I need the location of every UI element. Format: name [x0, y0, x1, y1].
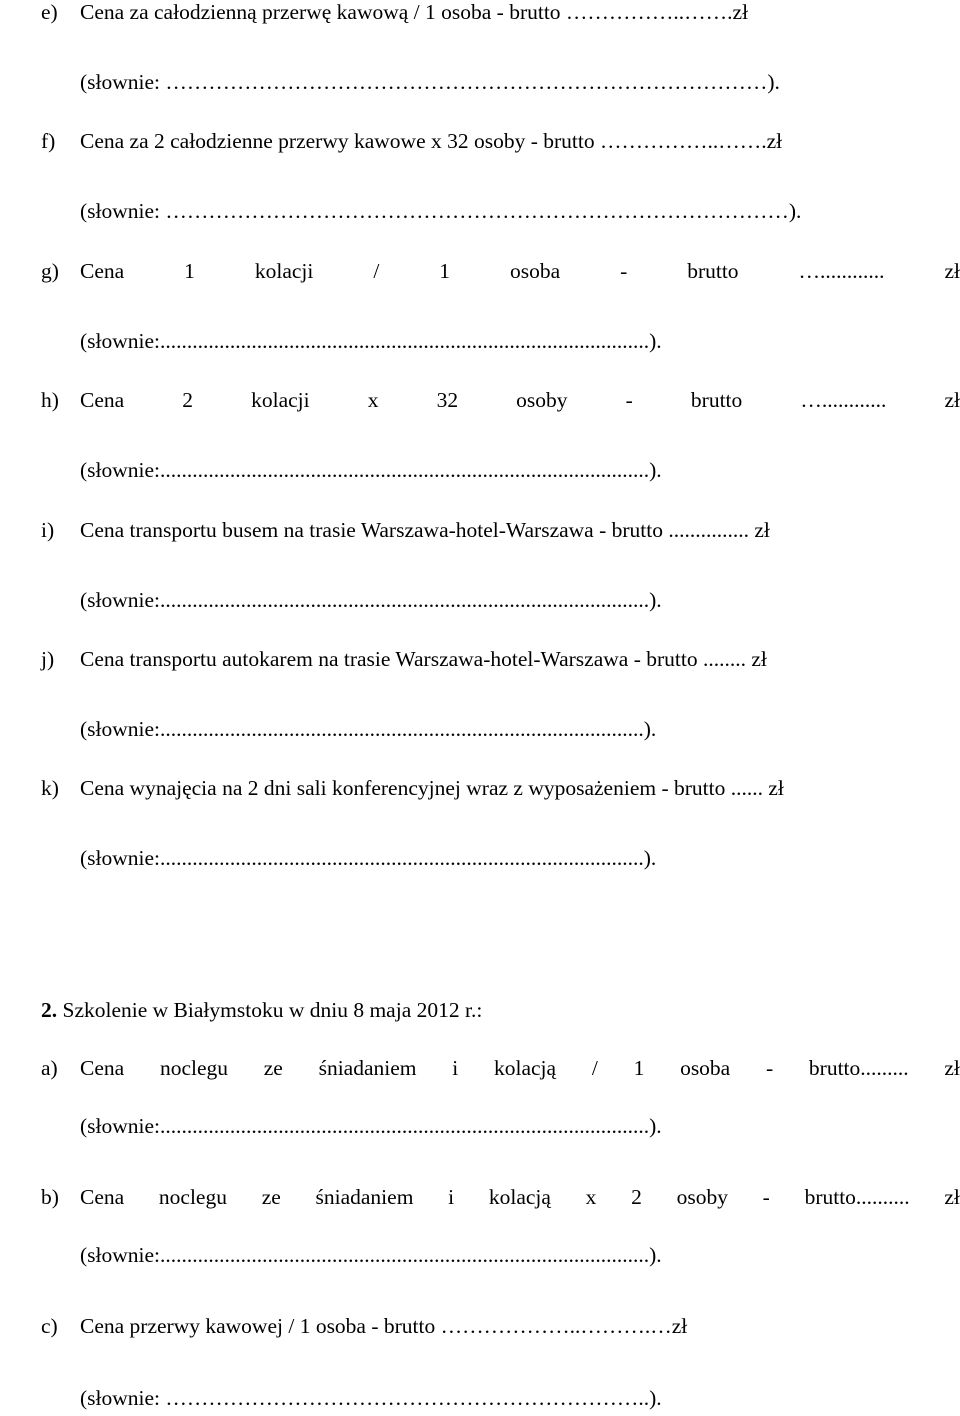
price-item: [0, 123, 960, 159]
slownie-row: [0, 64, 960, 100]
item-word: kolacji: [251, 388, 310, 413]
item-word: -: [625, 388, 633, 413]
item-label: b): [41, 1185, 59, 1210]
price-item: [0, 770, 960, 806]
item-description: Cena za całodzienną przerwę kawową / 1 osoba - brutto ……………..…….zł: [80, 0, 749, 24]
item-description: Cena transportu autokarem na trasie Warszawa-hotel-Warszawa - brutto ........ zł: [80, 647, 767, 671]
item-word: noclegu: [159, 1056, 228, 1080]
item-word: Cena: [80, 1056, 125, 1080]
item-word: -: [762, 1185, 770, 1210]
item-description: [80, 253, 960, 289]
item-word: Cena: [80, 388, 125, 413]
item-word: x: [367, 388, 379, 413]
item-word: brutto.........: [808, 1056, 909, 1080]
slownie-row: [0, 323, 960, 359]
slownie-field[interactable]: (słownie:..........................................................................................).: [80, 717, 657, 741]
slownie-field[interactable]: (słownie:...........................................................................................).: [80, 458, 662, 483]
slownie-field[interactable]: (słownie: …………………………………………………………..).: [80, 1386, 662, 1411]
item-label: g): [41, 258, 59, 283]
item-word: 2: [182, 388, 194, 413]
item-word: zł: [944, 1056, 960, 1080]
item-description: Cena za 2 całodzienne przerwy kawowe x 32 osoby - brutto ……………..…….zł: [80, 129, 783, 154]
item-word: 1: [633, 1056, 645, 1080]
price-item: [0, 512, 960, 548]
slownie-row: [0, 1237, 960, 1273]
item-label: i): [41, 517, 55, 542]
slownie-field[interactable]: (słownie: ……………………………………………………………………………).: [80, 199, 802, 224]
slownie-row: [0, 452, 960, 488]
item-word: zł: [944, 388, 960, 413]
section-title: Szkolenie w Białymstoku w dniu 8 maja 2012 r.:: [62, 998, 483, 1022]
slownie-row: [0, 711, 960, 747]
item-word: śniadaniem: [315, 1185, 414, 1210]
item-word: zł: [944, 258, 960, 283]
item-word: osoby: [676, 1185, 728, 1210]
item-word: brutto: [687, 258, 739, 283]
item-word: kolacją: [494, 1056, 557, 1080]
item-word: śniadaniem: [318, 1056, 417, 1080]
slownie-row: [0, 1380, 960, 1416]
price-item: [0, 1179, 960, 1215]
item-word: Cena: [80, 1185, 125, 1210]
item-description: Cena wynajęcia na 2 dni sali konferencyjnej wraz z wyposażeniem - brutto ...... zł: [80, 776, 784, 801]
item-word: kolacją: [488, 1185, 551, 1210]
item-word: 32: [436, 388, 459, 413]
item-word: /: [373, 258, 380, 283]
item-word: brutto..........: [804, 1185, 910, 1210]
section-heading-row: [0, 992, 960, 1028]
slownie-field[interactable]: (słownie:..........................................................................................).: [80, 846, 657, 871]
price-item: [0, 382, 960, 418]
item-word: brutto: [690, 388, 743, 413]
item-description: Cena transportu busem na trasie Warszawa-hotel-Warszawa - brutto ............... zł: [80, 517, 770, 542]
item-word: x: [585, 1185, 597, 1210]
slownie-field[interactable]: (słownie:...........................................................................................).: [80, 328, 662, 353]
item-word: Cena: [80, 258, 125, 283]
item-label: k): [41, 776, 59, 801]
item-word: 1: [184, 258, 195, 283]
item-word: osoba: [509, 258, 561, 283]
slownie-field[interactable]: (słownie:...........................................................................................).: [80, 1114, 662, 1138]
slownie-row: [0, 193, 960, 229]
item-description: [80, 1050, 960, 1086]
item-word: ze: [261, 1185, 281, 1210]
item-word: i: [452, 1056, 459, 1080]
item-label: f): [41, 129, 56, 154]
item-label: h): [41, 388, 59, 413]
slownie-row: [0, 840, 960, 876]
item-description: [80, 382, 960, 418]
slownie-row: [0, 582, 960, 618]
slownie-field[interactable]: (słownie:...........................................................................................).: [80, 587, 662, 612]
item-word: /: [591, 1056, 598, 1080]
price-item: [0, 0, 960, 30]
price-item: [0, 641, 960, 677]
item-label: c): [41, 1314, 58, 1339]
price-item: [0, 1050, 960, 1086]
item-description: Cena przerwy kawowej / 1 osoba - brutto ………………..……….…zł: [80, 1314, 688, 1339]
item-word: i: [448, 1185, 455, 1210]
price-item: [0, 253, 960, 289]
item-word: noclegu: [158, 1185, 227, 1210]
item-label: j): [41, 647, 55, 671]
item-word: osoby: [516, 388, 568, 413]
item-word: zł: [944, 1185, 960, 1210]
item-word: -: [620, 258, 628, 283]
section-number: 2.: [41, 998, 58, 1022]
item-word: 2: [631, 1185, 642, 1210]
slownie-field[interactable]: (słownie:...........................................................................................).: [80, 1243, 662, 1268]
slownie-row: [0, 1108, 960, 1144]
item-word: kolacji: [254, 258, 314, 283]
item-label: e): [41, 0, 58, 24]
item-word: …............: [798, 258, 885, 283]
item-word: ze: [263, 1056, 283, 1080]
item-word: 1: [439, 258, 450, 283]
item-label: a): [41, 1056, 58, 1080]
section-heading: [41, 992, 482, 1028]
item-word: osoba: [680, 1056, 731, 1080]
price-item: [0, 1308, 960, 1344]
item-description: [80, 1179, 960, 1215]
slownie-field[interactable]: (słownie: …………………………………………………………………………).: [80, 70, 780, 94]
item-word: …............: [800, 388, 887, 413]
item-word: -: [765, 1056, 774, 1080]
